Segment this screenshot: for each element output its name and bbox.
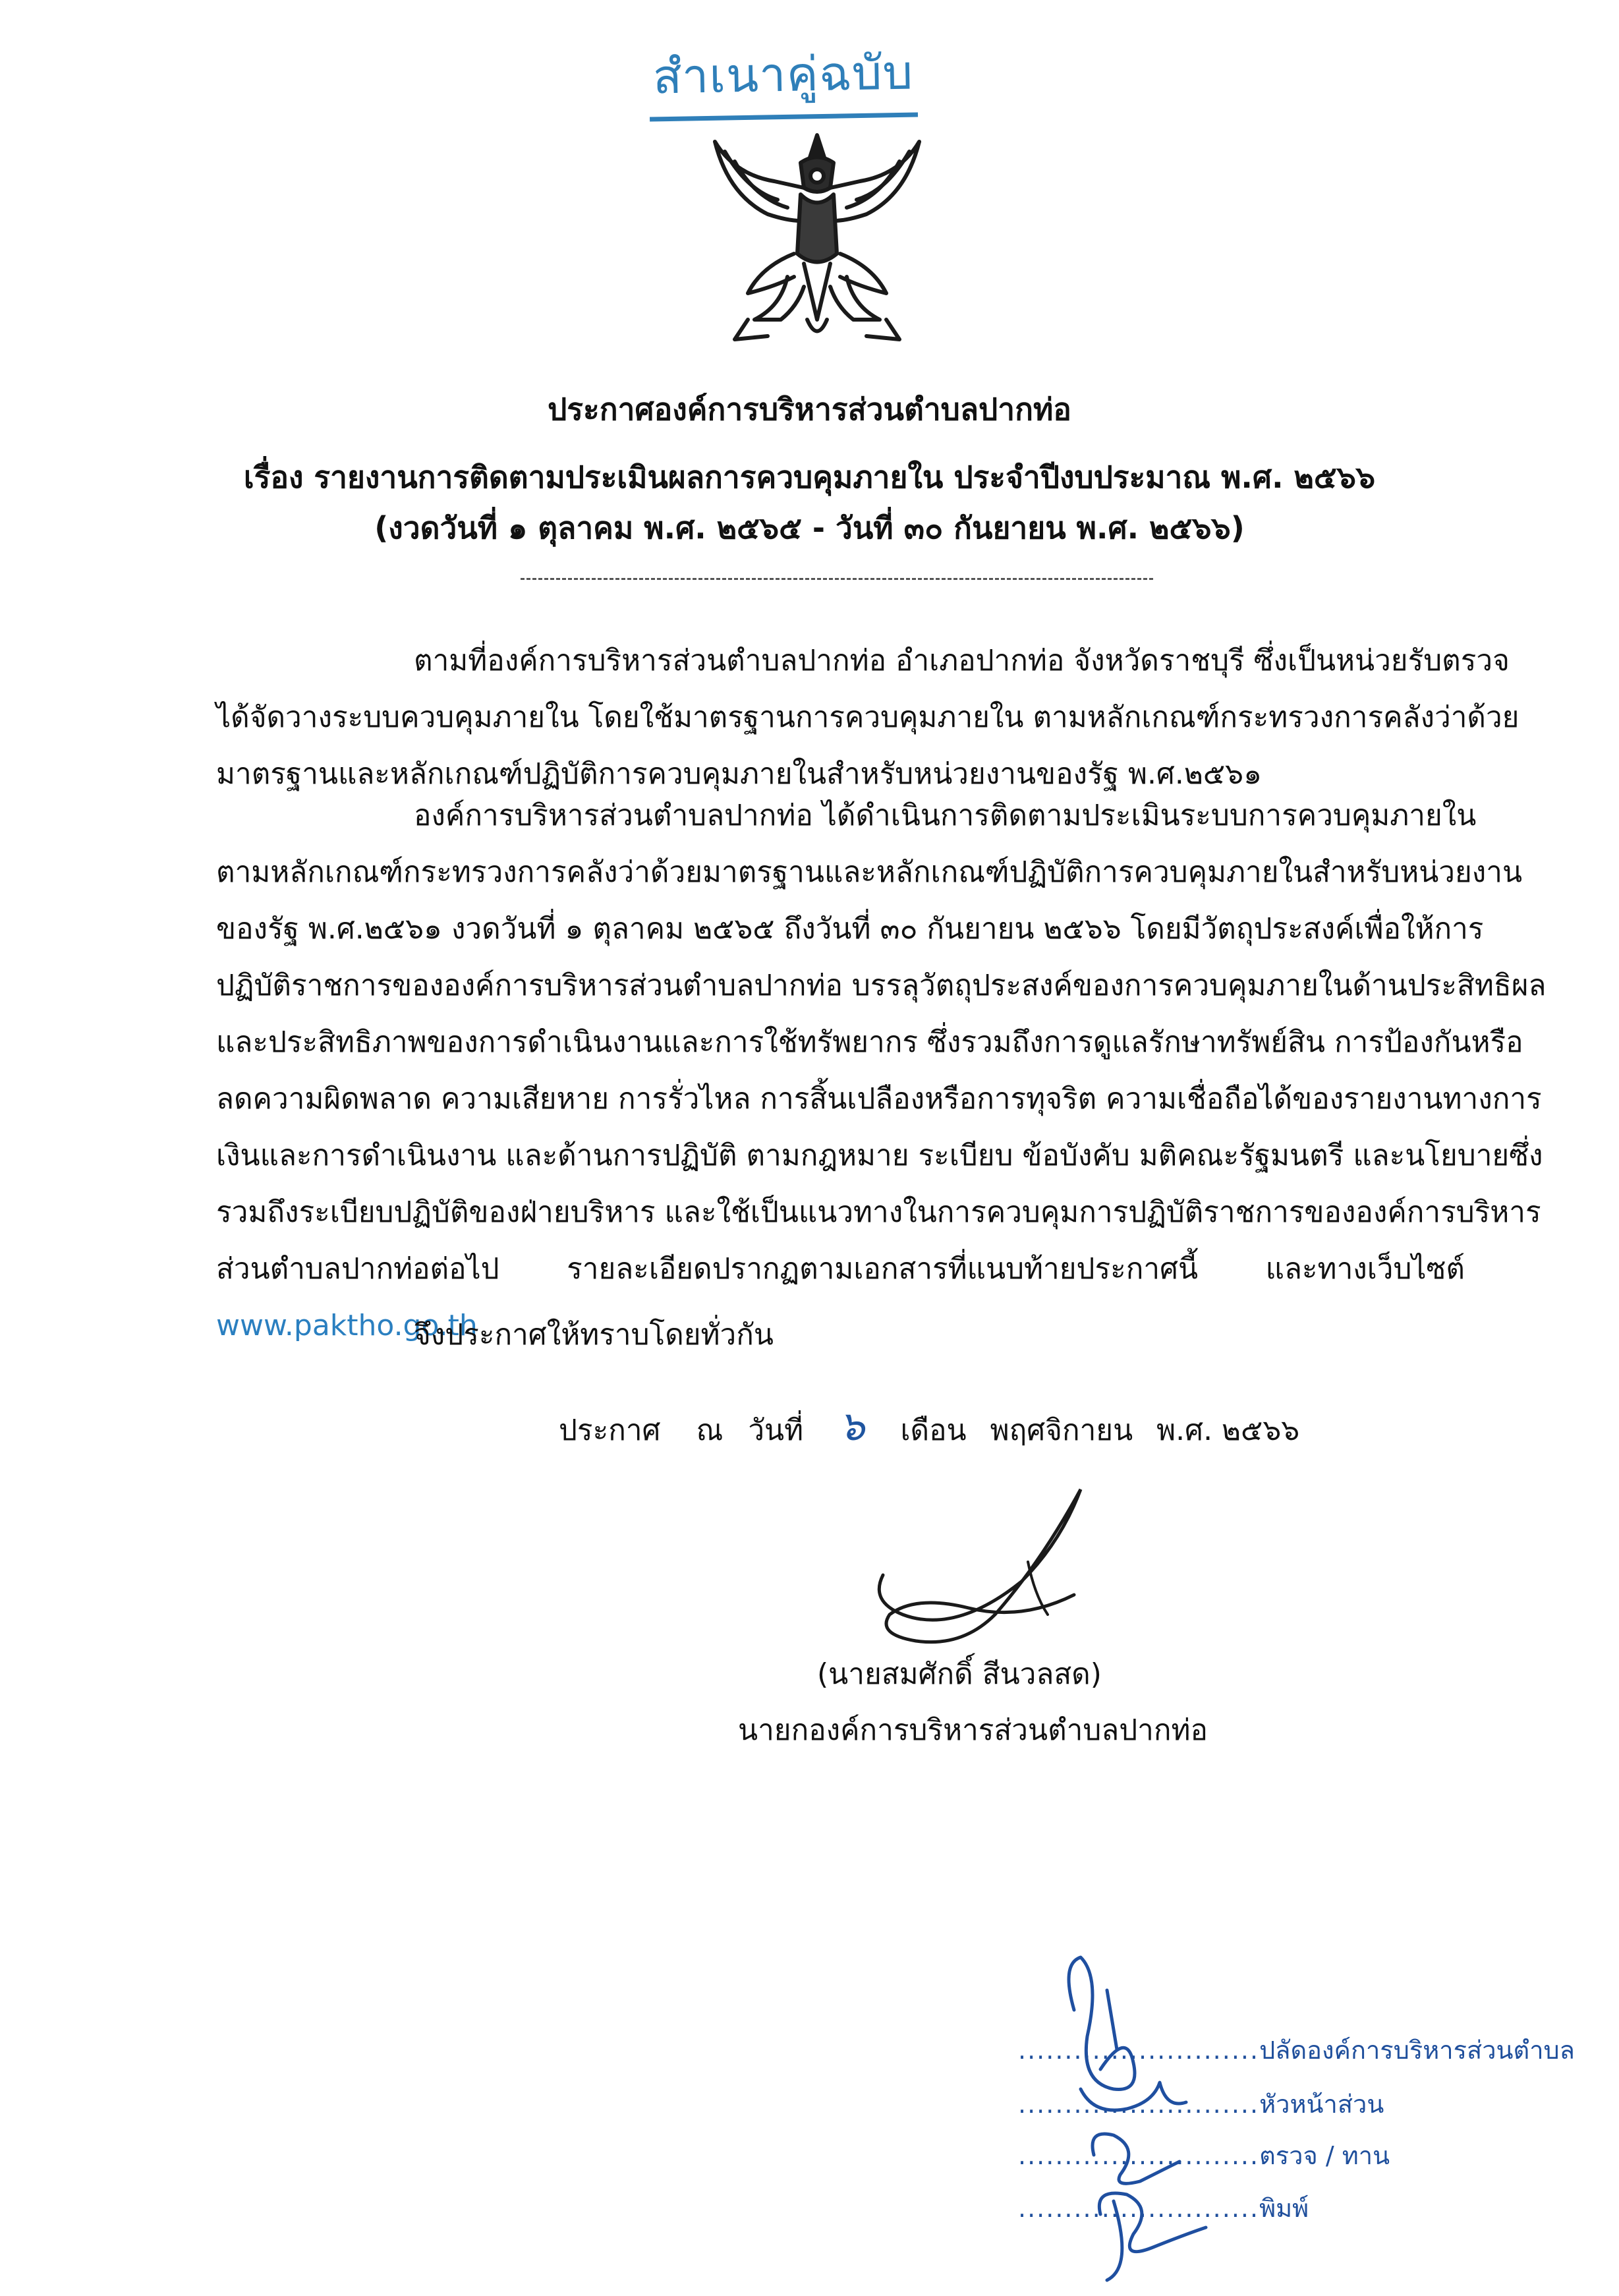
paragraph-2-line: ส่วนตำบลปากท่อต่อไป รายละเอียดปรากฏตามเอกสารที่แนบท้ายประกาศนี้ และทางเว็บไซต์ [216,1252,1465,1286]
initial-row-review [1018,2135,1390,2175]
initial-dots: .......................... [1018,2194,1260,2223]
initial-label: ตรวจ / ทาน [1259,2141,1390,2170]
initial-label: พิมพ์ [1259,2194,1309,2223]
date-prefix: ประกาศ [559,1414,661,1447]
date-day-label: วันที่ [748,1414,804,1447]
title-line-3: (งวดวันที่ ๑ ตุลาคม พ.ศ. ๒๕๖๕ - วันที่ ๓๐ กันยายน พ.ศ. ๒๕๖๖) [374,510,1245,546]
date-month: พฤศจิกายน [990,1414,1133,1447]
paragraph-2-line: ลดความผิดพลาด ความเสียหาย การรั่วไหล การสิ้นเปลืองหรือการทุจริต ความเชื่อถือได้ของรายงานทางการ [216,1082,1542,1116]
initial-row-typist [1018,2188,1309,2228]
signatory-name: (นายสมศักดิ์ สีนวลสด) [817,1657,1102,1691]
date-at: ณ [696,1414,724,1447]
mayor-signature-icon [863,1483,1100,1661]
paragraph-2-line: และประสิทธิภาพของการดำเนินงานและการใช้ทรัพยากร ซึ่งรวมถึงการดูแลรักษาทรัพย์สิน การป้องกันหรือ [216,1025,1523,1059]
paragraph-2-line: ของรัฐ พ.ศ.๒๕๖๑ งวดวันที่ ๑ ตุลาคม ๒๕๖๕ ถึงวันที่ ๓๐ กันยายน ๒๕๖๖ โดยมีวัตถุประสงค์เพื่อให้การ [216,912,1484,946]
initial-row-deputy [1018,2030,1575,2070]
website-link[interactable]: www.paktho.go.th [216,1309,478,1342]
initial-dots: .......................... [1018,2036,1260,2065]
date-month-label: เดือน [900,1414,967,1447]
signatory-position: นายกองค์การบริหารส่วนตำบลปากท่อ [738,1713,1208,1747]
paragraph-1-line: ได้จัดวางระบบควบคุมภายใน โดยใช้มาตรฐานการควบคุมภายใน ตามหลักเกณฑ์กระทรวงการคลังว่าด้วย [216,701,1520,734]
paragraph-2-line: รวมถึงระเบียบปฏิบัติของฝ่ายบริหาร และใช้เป็นแนวทางในการควบคุมการปฏิบัติราชการขององค์การบริหาร [216,1195,1541,1229]
initial-label: หัวหน้าส่วน [1259,2090,1384,2119]
garuda-emblem-icon [695,122,939,356]
paragraph-1-line: มาตรฐานและหลักเกณฑ์ปฏิบัติการควบคุมภายในสำหรับหน่วยงานของรัฐ พ.ศ.๒๕๖๑ [216,757,1263,791]
date-day: ๖ [839,1402,865,1450]
paragraph-2-line: ตามหลักเกณฑ์กระทรวงการคลังว่าด้วยมาตรฐานและหลักเกณฑ์ปฏิบัติการควบคุมภายในสำหรับหน่วยงาน [216,855,1523,889]
copy-stamp: สำเนาคู่ฉบับ [648,34,918,121]
initial-dots: .......................... [1018,2141,1260,2170]
initial-dots: .......................... [1018,2090,1260,2119]
title-line-1: ประกาศองค์การบริหารส่วนตำบลปากท่อ [548,391,1071,427]
closing-statement: จึงประกาศให้ทราบโดยทั่วกัน [414,1318,774,1352]
initial-row-head [1018,2084,1384,2124]
paragraph-2 [216,788,1547,1354]
title-divider [521,578,1153,580]
paragraph-2-line: เงินและการดำเนินงาน และด้านการปฏิบัติ ตามกฎหมาย ระเบียบ ข้อบังคับ มติคณะรัฐมนตรี และนโยบายซึ่ง [216,1139,1543,1172]
announcement-date [559,1394,1299,1458]
paragraph-1 [216,633,1520,803]
paragraph-1-line: ตามที่องค์การบริหารส่วนตำบลปากท่อ อำเภอปากท่อ จังหวัดราชบุรี ซึ่งเป็นหน่วยรับตรวจ [414,644,1510,677]
paragraph-2-line: ปฏิบัติราชการขององค์การบริหารส่วนตำบลปากท่อ บรรลุวัตถุประสงค์ของการควบคุมภายในด้านประสิทธิผล [216,969,1547,1002]
date-year: พ.ศ. ๒๕๖๖ [1156,1414,1300,1447]
initial-label: ปลัดองค์การบริหารส่วนตำบล [1259,2036,1575,2065]
title-line-2: เรื่อง รายงานการติดตามประเมินผลการควบคุมภายใน ประจำปีงบประมาณ พ.ศ. ๒๕๖๖ [243,459,1376,495]
paragraph-2-line: องค์การบริหารส่วนตำบลปากท่อ ได้ดำเนินการติดตามประเมินระบบการควบคุมภายใน [414,799,1477,832]
